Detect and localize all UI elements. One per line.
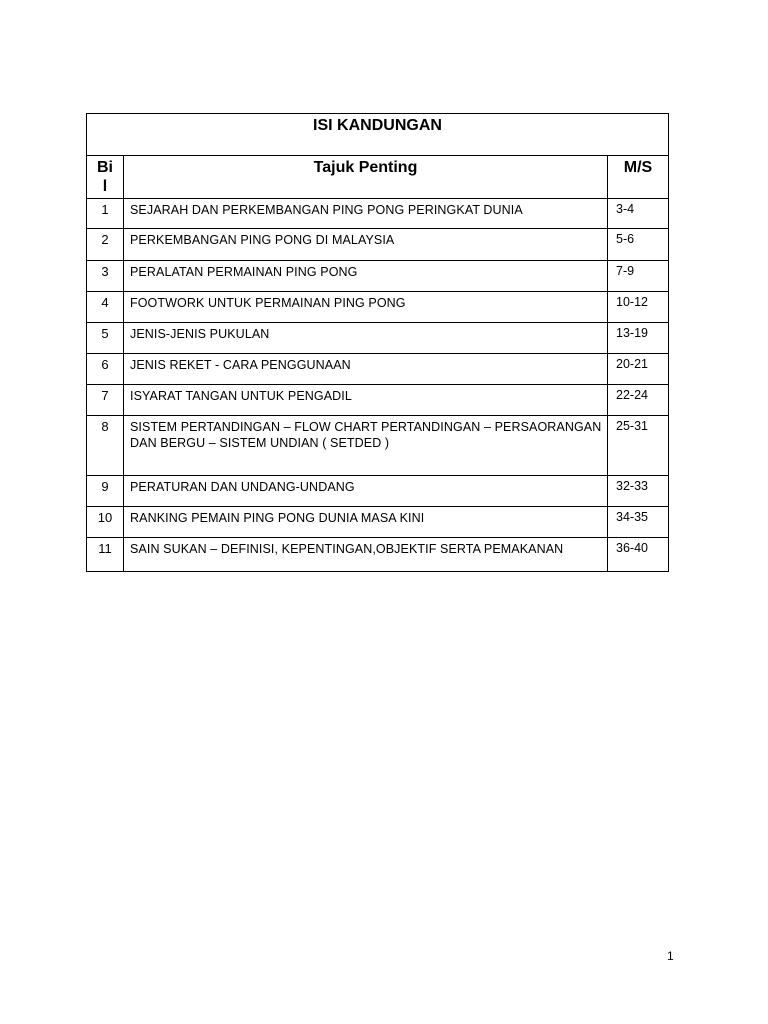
table-row	[87, 229, 669, 261]
row-tajuk: RANKING PEMAIN PING PONG DUNIA MASA KINI	[124, 507, 608, 538]
row-bil: 10	[87, 507, 124, 538]
row-ms: 20-21	[608, 354, 669, 385]
table-row	[87, 416, 669, 476]
row-bil: 2	[87, 229, 124, 261]
header-row	[87, 156, 669, 199]
row-bil: 8	[87, 416, 124, 476]
table-row	[87, 507, 669, 538]
row-bil: 5	[87, 323, 124, 354]
row-bil: 1	[87, 199, 124, 229]
row-bil: 11	[87, 538, 124, 572]
table-row	[87, 323, 669, 354]
table-row	[87, 261, 669, 292]
row-ms: 34-35	[608, 507, 669, 538]
row-tajuk: SEJARAH DAN PERKEMBANGAN PING PONG PERINGKAT DUNIA	[124, 199, 608, 229]
row-tajuk: PERKEMBANGAN PING PONG DI MALAYSIA	[124, 229, 608, 261]
row-bil: 3	[87, 261, 124, 292]
row-ms: 5-6	[608, 229, 669, 261]
header-bil-text: Bi l	[97, 159, 113, 195]
row-tajuk: SISTEM PERTANDINGAN – FLOW CHART PERTANDINGAN – PERSAORANGAN DAN BERGU – SISTEM UNDIAN ( SETDED )	[124, 416, 608, 476]
row-ms: 36-40	[608, 538, 669, 572]
row-tajuk: SAIN SUKAN – DEFINISI, KEPENTINGAN,OBJEKTIF SERTA PEMAKANAN	[124, 538, 608, 572]
row-ms: 22-24	[608, 385, 669, 416]
page-number: 1	[667, 949, 674, 963]
row-tajuk: JENIS REKET - CARA PENGGUNAAN	[124, 354, 608, 385]
row-bil: 9	[87, 476, 124, 507]
row-bil: 4	[87, 292, 124, 323]
table-row	[87, 385, 669, 416]
table-row	[87, 292, 669, 323]
header-bil	[87, 156, 124, 199]
row-ms: 13-19	[608, 323, 669, 354]
table-row	[87, 199, 669, 229]
row-tajuk: FOOTWORK UNTUK PERMAINAN PING PONG	[124, 292, 608, 323]
row-bil: 7	[87, 385, 124, 416]
table-row	[87, 354, 669, 385]
row-ms: 25-31	[608, 416, 669, 476]
row-ms: 32-33	[608, 476, 669, 507]
row-bil: 6	[87, 354, 124, 385]
row-ms: 10-12	[608, 292, 669, 323]
row-tajuk: PERATURAN DAN UNDANG-UNDANG	[124, 476, 608, 507]
row-tajuk: ISYARAT TANGAN UNTUK PENGADIL	[124, 385, 608, 416]
header-ms: M/S	[608, 156, 669, 199]
header-tajuk: Tajuk Penting	[124, 156, 608, 199]
title-row	[87, 114, 669, 156]
row-ms: 7-9	[608, 261, 669, 292]
row-tajuk: PERALATAN PERMAINAN PING PONG	[124, 261, 608, 292]
row-ms: 3-4	[608, 199, 669, 229]
row-tajuk: JENIS-JENIS PUKULAN	[124, 323, 608, 354]
toc-title: ISI KANDUNGAN	[87, 114, 669, 156]
table-row	[87, 538, 669, 572]
table-of-contents	[86, 113, 669, 572]
table-row	[87, 476, 669, 507]
